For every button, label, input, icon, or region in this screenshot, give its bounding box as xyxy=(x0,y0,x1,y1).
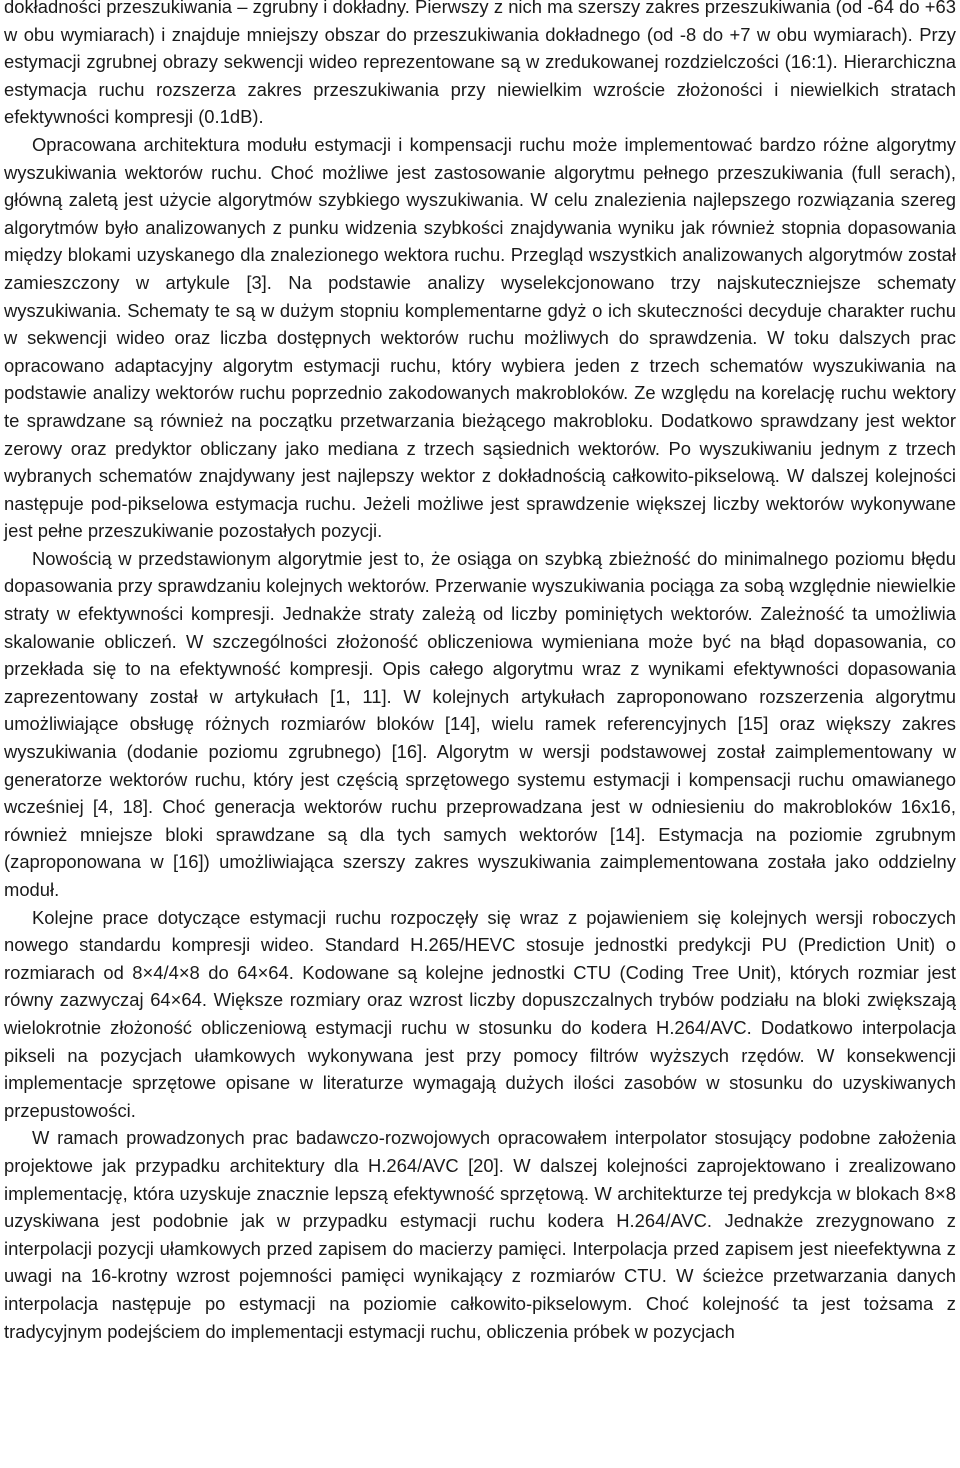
paragraph-3: Nowością w przedstawionym algorytmie jest to, że osiąga on szybką zbieżność do minimalnego poziomu błędu dopasowania przy sprawdzaniu kolejnych wektorów. Przerwanie wyszukiwania pociąga za sobą względnie niewielkie straty w efektywności kompresji. Jednakże straty zależą od liczby pominiętych wektorów. Zależność ta umożliwia skalowanie obliczeń. W szczególności złożoność obliczeniowa wymieniana może być na błąd dopasowania, co przekłada się to na efektywność kompresji. Opis całego algorytmu wraz z wynikami efektywności dopasowania zaprezentowany został w artykułach [1, 11]. W kolejnych artykułach zaproponowano rozszerzenia algorytmu umożliwiające obsługę różnych rozmiarów bloków [14], wielu ramek referencyjnych [15] oraz większy zakres wyszukiwania (dodanie poziomu zgrubnego) [16]. Algorytm w wersji podstawowej został zaimplementowany w generatorze wektorów ruchu, który jest częścią sprzętowego systemu estymacji i kompensacji ruchu omawianego wcześniej [4, 18]. Choć generacja wektorów ruchu przeprowadzana jest w odniesieniu do makrobloków 16x16, również mniejsze bloki sprawdzane są dla tych samych wektorów [14]. Estymacja na poziomie zgrubnym (zaproponowana w [16]) umożliwiająca szerszy zakres wyszukiwania zaimplementowana została jako oddzielny moduł. xyxy=(4,547,956,900)
paragraph-5: W ramach prowadzonych prac badawczo-rozwojowych opracowałem interpolator stosujący podobne założenia projektowe jak przypadku architektury dla H.264/AVC [20]. W dalszej kolejności zaprojektowano i zrealizowano implementację, która uzyskuje znacznie lepszą efektywność sprzętową. W architekturze tej predykcja w blokach 8×8 uzyskiwana jest podobnie jak w przypadku estymacji ruchu kodera H.264/AVC. Jednakże zrezygnowano z interpolacji pozycji ułamkowych przed zapisem do macierzy pamięci. Interpolacja przed zapisem jest nieefektywna z uwagi na 16-krotny wzrost pojemności pamięci wynikający z rozmiarów CTU. W ścieżce przetwarzania danych interpolacja następuje po estymacji na poziomie całkowito-pikselowym. Choć kolejność ta jest tożsama z tradycyjnym podejściem do implementacji estymacji ruchu, obliczenia próbek w pozycjach xyxy=(4,1127,956,1342)
paragraph-1: dokładności przeszukiwania – zgrubny i dokładny. Pierwszy z nich ma szerszy zakres przeszukiwania (od -64 do +63 w obu wymiarach) i znajduje mniejszy obszar do przeszukiwania dokładnego (od -8 do +7 w obu wymiarach). Przy estymacji zgrubnej obrazy sekwencji wideo reprezentowane są w zredukowanej rozdzielczości (16:1). Hierarchiczna estymacja ruchu rozszerza zakres przeszukiwania przy niewielkim wzroście złożoności i niewielkich stratach efektywności kompresji (0.1dB). xyxy=(4,0,956,128)
paragraph-4: Kolejne prace dotyczące estymacji ruchu rozpoczęły się wraz z pojawieniem się kolejnych wersji roboczych nowego standardu kompresji wideo. Standard H.265/HEVC stosuje jednostki predykcji PU (Prediction Unit) o rozmiarach od 8×4/4×8 do 64×64. Kodowane są kolejne jednostki CTU (Coding Tree Unit), których rozmiar jest równy zazwyczaj 64×64. Większe rozmiary oraz wzrost liczby dopuszczalnych trybów podziału na bloki zwiększają wielokrotnie złożoność obliczeniową estymacji ruchu w stosunku do kodera H.264/AVC. Dodatkowo interpolacja pikseli na pozycjach ułamkowych wykonywana jest przy pomocy filtrów wyższych rzędów. W konsekwencji implementacje sprzętowe opisane w literaturze wymagają dużych ilości zasobów w stosunku do uzyskiwanych przepustowości. xyxy=(4,906,956,1121)
paragraph-2: Opracowana architektura modułu estymacji i kompensacji ruchu może implementować bardzo różne algorytmy wyszukiwania wektorów ruchu. Choć możliwe jest zastosowanie algorytmu pełnego przeszukiwania (full serach), główną zaletą jest użycie algorytmów szybkiego wyszukiwania. W celu znalezienia najlepszego rozwiązania szereg algorytmów było analizowanych z punku widzenia szybkości znajdywania wyniku jak również stopnia dopasowania między blokami uzyskanego dla znalezionego wektora ruchu. Przegląd wszystkich analizowanych algorytmów został zamieszczony w artykule [3]. Na podstawie analizy wyselekcjonowano trzy najskuteczniejsze schematy wyszukiwania. Schematy te są w dużym stopniu komplementarne gdyż o ich skuteczności decyduje charakter ruchu w sekwencji wideo oraz liczba dostępnych wektorów ruchu możliwych do sprawdzenia. W toku dalszych prac opracowano adaptacyjny algorytm estymacji ruchu, który wybiera jeden z trzech schematów wyszukiwania na podstawie analizy wektorów ruchu poprzednio zakodowanych makrobloków. Ze względu na korelację ruchu wektory te sprawdzane są również na początku przetwarzania bieżącego makrobloku. Dodatkowo sprawdzany jest wektor zerowy oraz predyktor obliczany jako mediana z trzech sąsiednich wektorów. Po wyszukiwaniu jednym z trzech wybranych schematów znajdywany jest najlepszy wektor z dokładnością całkowito-pikselową. W dalszej kolejności następuje pod-pikselowa estymacja ruchu. Jeżeli możliwe jest sprawdzenie większej liczby wektorów wykonywane jest pełne przeszukiwanie pozostałych pozycji. xyxy=(4,133,956,542)
